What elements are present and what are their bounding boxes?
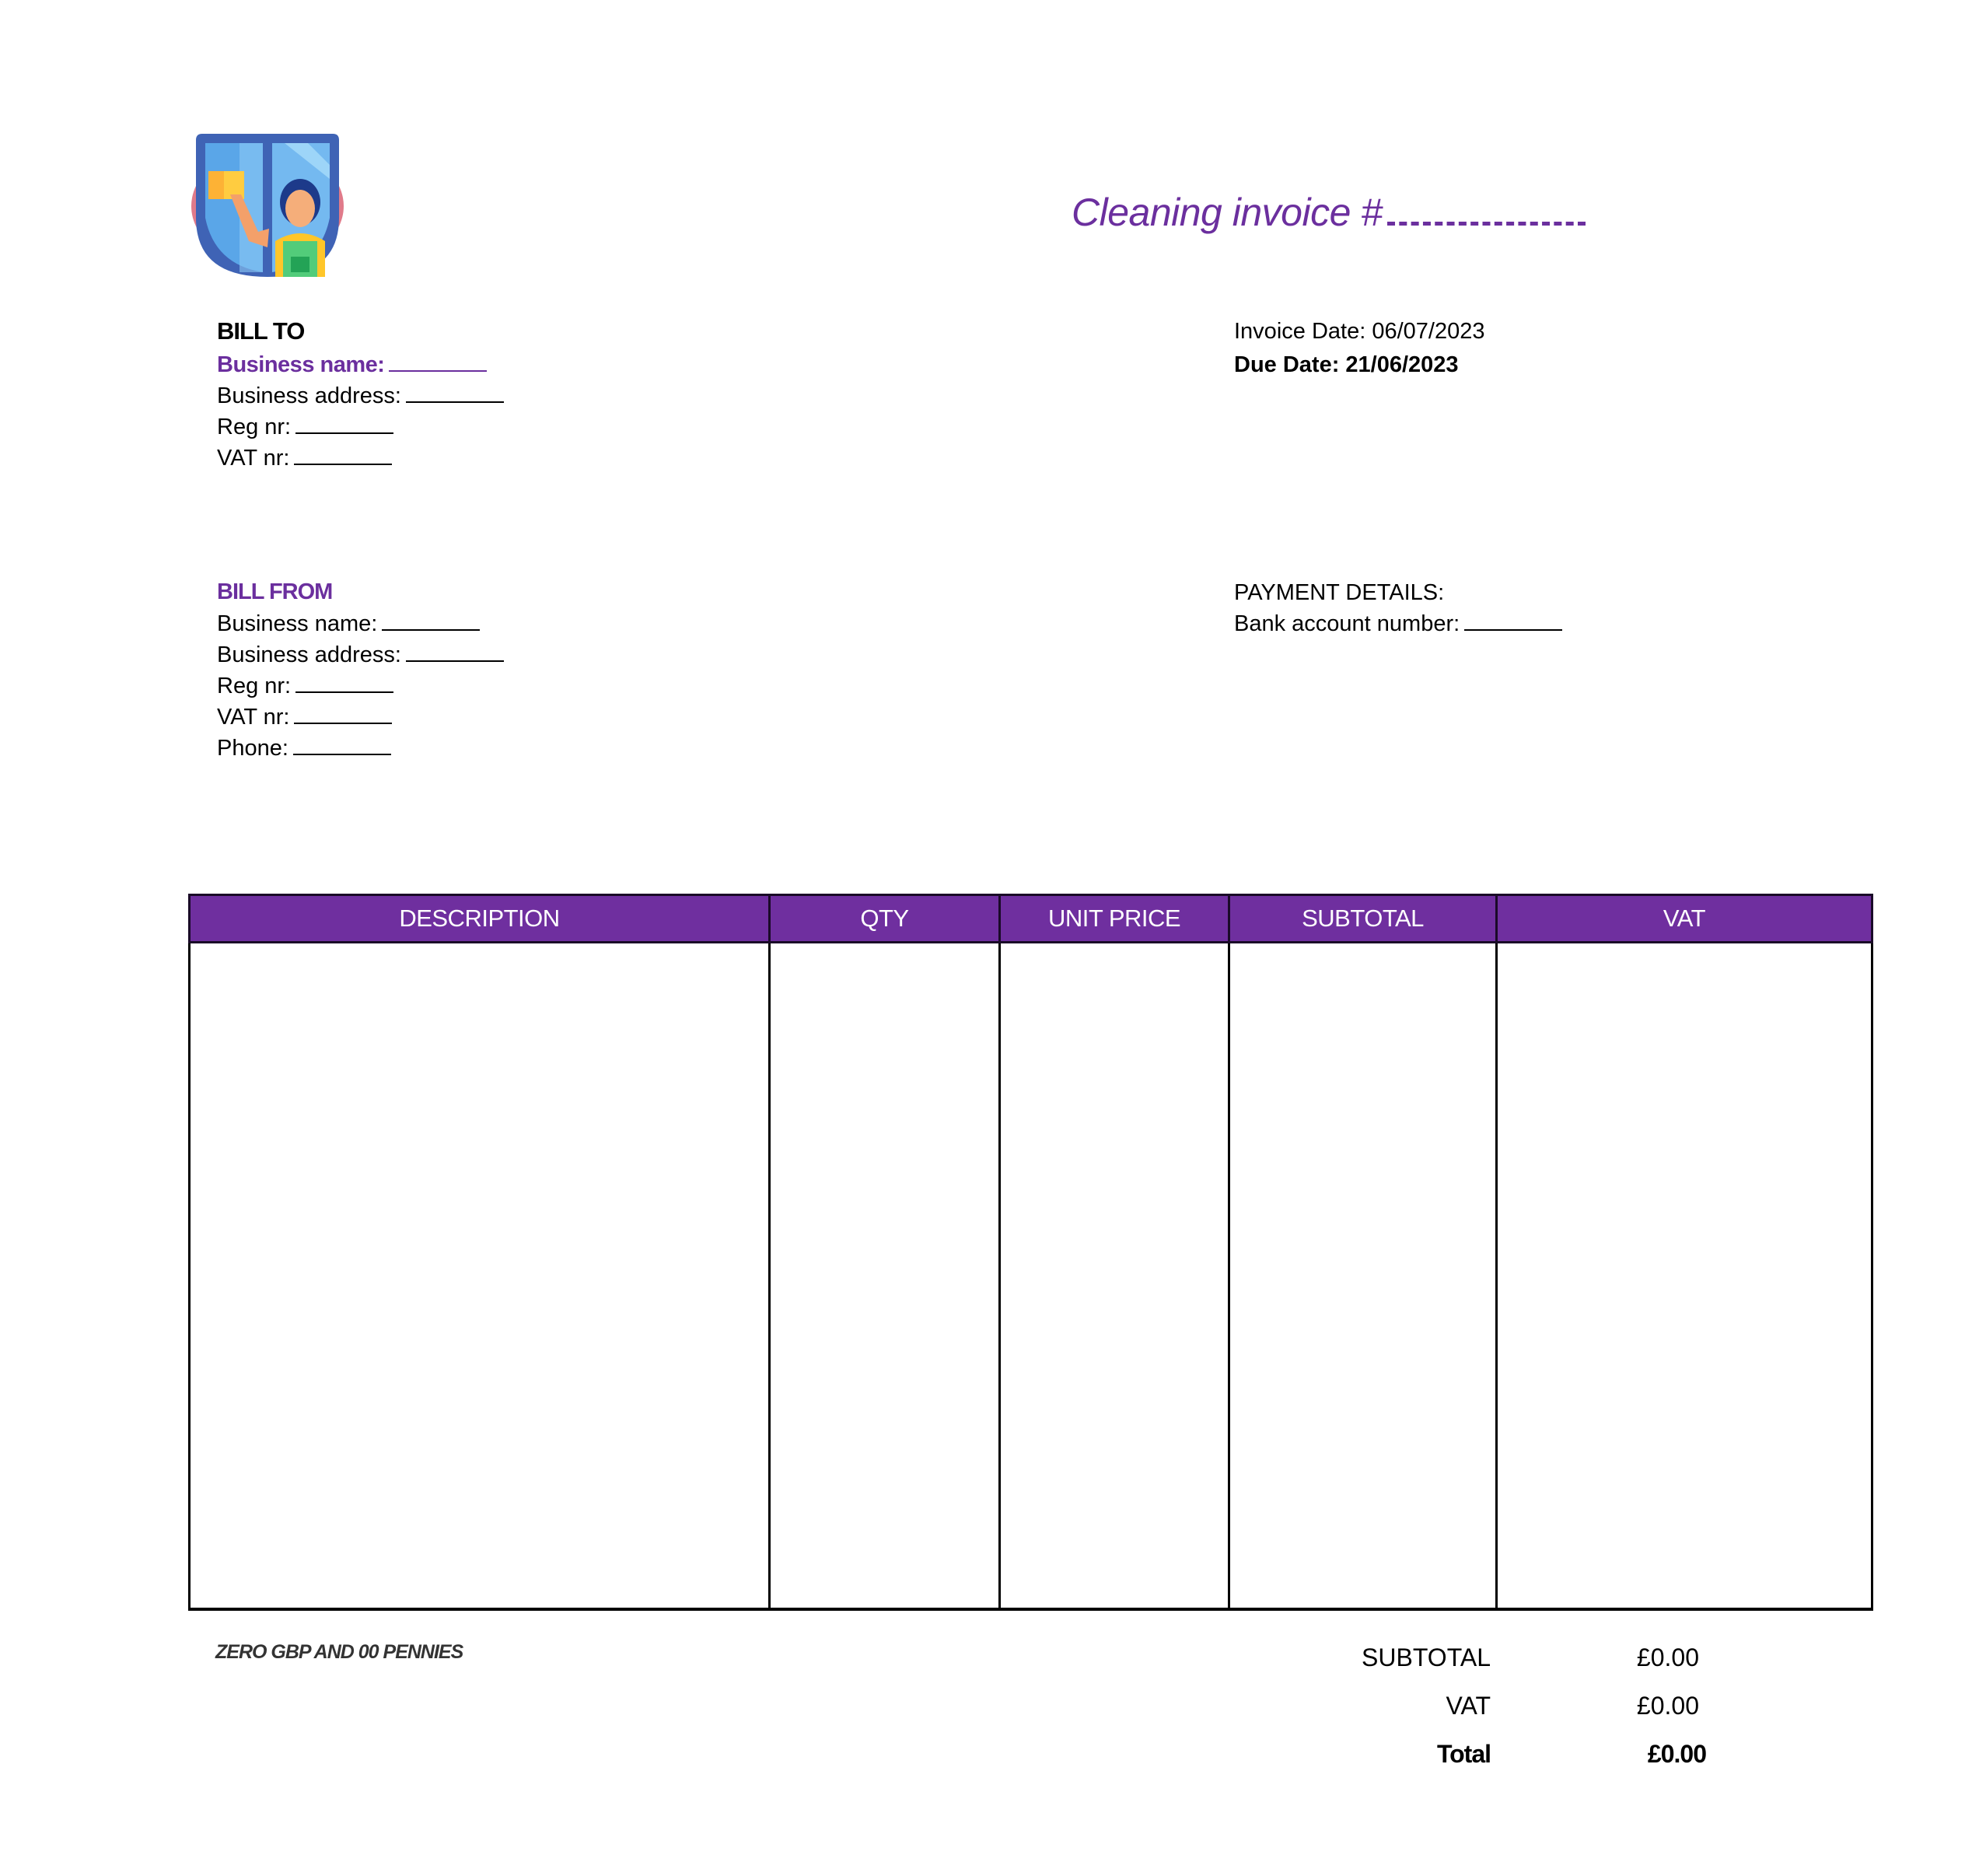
bill-from-phone-field[interactable] bbox=[293, 735, 391, 755]
dates-section bbox=[1234, 313, 1484, 380]
table-row bbox=[190, 943, 1872, 1610]
vat-value: £0.00 bbox=[1636, 1692, 1699, 1720]
bill-to-business-address-field[interactable] bbox=[406, 383, 504, 403]
invoice-number-field[interactable] bbox=[1387, 198, 1586, 226]
total-label: Total bbox=[1436, 1740, 1491, 1768]
due-date: Due Date: 21/06/2023 bbox=[1234, 352, 1459, 377]
cell-description[interactable] bbox=[190, 943, 770, 1610]
invoice-title-text: Cleaning invoice # bbox=[1072, 191, 1383, 234]
column-header-description: DESCRIPTION bbox=[190, 895, 770, 943]
vat-label: VAT bbox=[1446, 1692, 1491, 1720]
bill-to-vat-nr-field[interactable] bbox=[294, 445, 392, 465]
bill-to-heading: BILL TO bbox=[217, 317, 305, 345]
column-header-unit-price: UNIT PRICE bbox=[1000, 895, 1229, 943]
invoice-date: Invoice Date: 06/07/2023 bbox=[1234, 319, 1485, 344]
bill-from-heading: BILL FROM bbox=[217, 579, 333, 604]
payment-section bbox=[1234, 577, 1562, 639]
bill-from-vat-nr-field[interactable] bbox=[294, 704, 392, 724]
bank-account-field[interactable] bbox=[1464, 611, 1562, 631]
bill-to-business-name-field[interactable] bbox=[389, 352, 487, 372]
subtotal-value: £0.00 bbox=[1636, 1643, 1699, 1671]
window-cleaner-icon bbox=[191, 132, 344, 277]
bill-from-business-address: Business address: bbox=[217, 639, 504, 670]
bill-from-vat-nr: VAT nr: bbox=[217, 702, 504, 733]
invoice-title bbox=[1072, 190, 1586, 235]
bill-to-reg-nr: Reg nr: bbox=[217, 411, 504, 443]
cell-vat[interactable] bbox=[1497, 943, 1872, 1610]
bill-to-reg-nr-field[interactable] bbox=[295, 414, 393, 434]
bill-from-reg-nr: Reg nr: bbox=[217, 670, 504, 702]
payment-heading: PAYMENT DETAILS: bbox=[1234, 580, 1445, 605]
bill-from-business-address-field[interactable] bbox=[406, 642, 504, 662]
bill-from-business-name: Business name: bbox=[217, 608, 504, 639]
bill-to-section bbox=[217, 313, 504, 474]
column-header-qty: QTY bbox=[770, 895, 1000, 943]
total-value: £0.00 bbox=[1647, 1740, 1706, 1768]
bill-to-vat-nr: VAT nr: bbox=[217, 443, 504, 474]
bill-to-business-address: Business address: bbox=[217, 380, 504, 411]
bank-account: Bank account number: bbox=[1234, 608, 1562, 639]
bill-to-business-name: Business name: bbox=[217, 349, 504, 380]
cell-subtotal[interactable] bbox=[1229, 943, 1497, 1610]
column-header-subtotal: SUBTOTAL bbox=[1229, 895, 1497, 943]
bill-from-phone: Phone: bbox=[217, 733, 504, 764]
items-table bbox=[188, 894, 1873, 1611]
cell-unit-price[interactable] bbox=[1000, 943, 1229, 1610]
amount-in-words: ZERO GBP AND 00 PENNIES bbox=[215, 1641, 463, 1663]
bill-from-reg-nr-field[interactable] bbox=[295, 673, 393, 693]
column-header-vat: VAT bbox=[1497, 895, 1872, 943]
table-header-row bbox=[190, 895, 1872, 943]
cell-qty[interactable] bbox=[770, 943, 1000, 1610]
bill-from-business-name-field[interactable] bbox=[382, 611, 480, 631]
bill-from-section bbox=[217, 576, 504, 764]
subtotal-label: SUBTOTAL bbox=[1362, 1643, 1491, 1671]
